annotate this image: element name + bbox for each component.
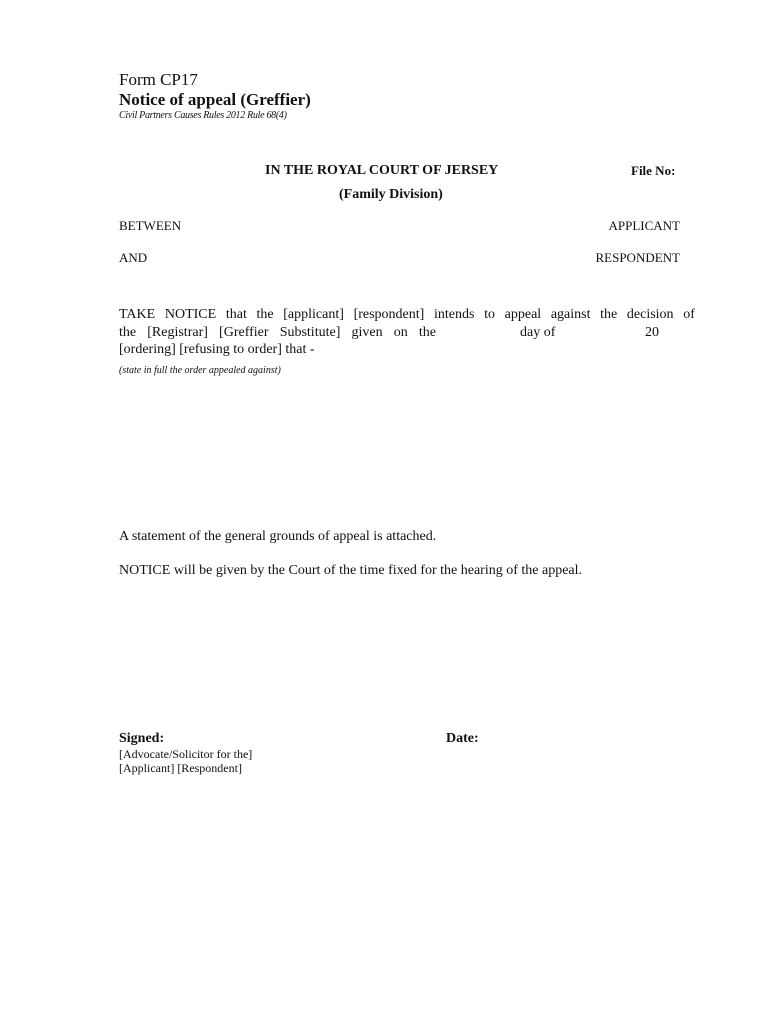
notice-line-2 <box>119 325 436 341</box>
division-name: (Family Division) <box>339 187 443 202</box>
notice-line-3: [ordering] [refusing to order] that - <box>119 342 315 357</box>
notice-word: appeal <box>504 307 542 322</box>
notice-line-1 <box>119 307 695 323</box>
notice-word: [Greffier <box>219 325 269 340</box>
notice-word: [Registrar] <box>147 325 208 340</box>
notice-word: against <box>550 307 591 322</box>
notice-year: 20 <box>645 325 659 340</box>
form-title: Notice of appeal (Greffier) <box>119 90 311 109</box>
notice-word: of <box>683 307 695 322</box>
notice-day-of: day of <box>520 325 556 340</box>
notice-word: the <box>119 325 137 340</box>
grounds-statement: A statement of the general grounds of appeal is attached. <box>119 529 437 544</box>
notice-word: NOTICE <box>164 307 217 322</box>
between-label: BETWEEN <box>119 218 182 233</box>
notice-word: decision <box>626 307 674 322</box>
applicant-label: APPLICANT <box>608 218 680 233</box>
notice-word: that <box>225 307 247 322</box>
hearing-notice: NOTICE will be given by the Court of the time fixed for the hearing of the appeal. <box>119 563 583 578</box>
notice-word: Substitute] <box>279 325 341 340</box>
form-number: Form CP17 <box>119 70 198 89</box>
notice-word: on <box>393 325 408 340</box>
and-label: AND <box>119 250 148 265</box>
advocate-line-1: [Advocate/Solicitor for the] <box>119 747 253 761</box>
notice-word: given <box>351 325 383 340</box>
notice-word: [applicant] <box>283 307 344 322</box>
order-instruction: (state in full the order appealed against) <box>119 365 281 376</box>
file-no-label: File No: <box>631 163 676 178</box>
notice-word: the <box>256 307 274 322</box>
notice-word: the <box>418 325 436 340</box>
notice-word: intends <box>433 307 475 322</box>
rule-reference: Civil Partners Causes Rules 2012 Rule 68(4) <box>119 110 287 121</box>
date-label: Date: <box>446 731 479 746</box>
signed-label: Signed: <box>119 731 165 746</box>
respondent-label: RESPONDENT <box>595 250 680 265</box>
notice-word: the <box>600 307 618 322</box>
notice-word: TAKE <box>119 307 156 322</box>
advocate-line-2: [Applicant] [Respondent] <box>119 761 242 775</box>
notice-word: [respondent] <box>353 307 425 322</box>
notice-word: to <box>484 307 495 322</box>
court-name: IN THE ROYAL COURT OF JERSEY <box>265 163 499 178</box>
